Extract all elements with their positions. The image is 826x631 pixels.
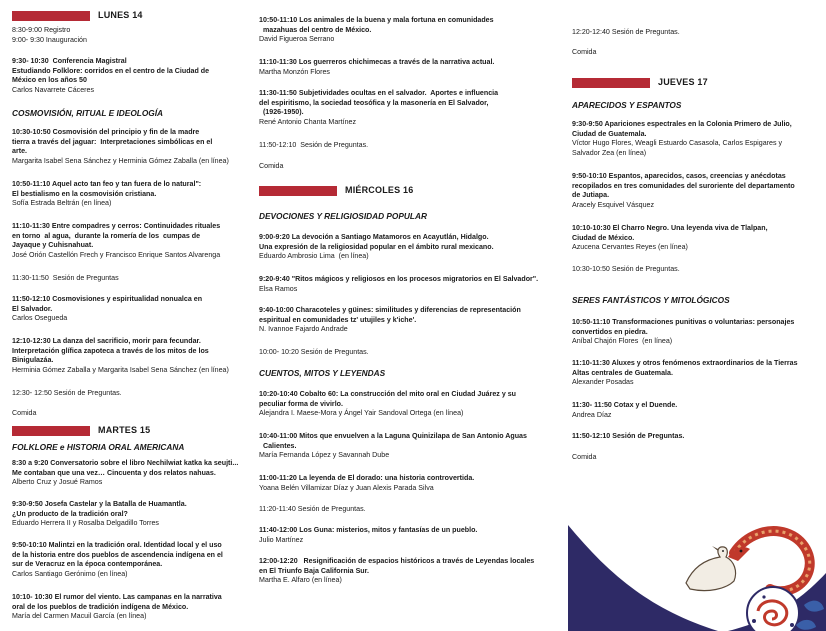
speaker-line: Martha Monzón Flores — [259, 67, 330, 76]
program-entry — [572, 28, 818, 38]
speaker-line: 12:30- 12:50 Sesión de Preguntas. — [12, 389, 122, 397]
talk-title-line: sur de Veracruz en la época contemporánea. — [12, 560, 163, 569]
speaker-line: Salvador Zea (en línea) — [572, 148, 647, 157]
speaker-line: Comida — [12, 409, 37, 417]
talk-title-line: arte. — [12, 147, 27, 156]
speaker-line: Comida — [259, 162, 284, 170]
program-entry — [12, 500, 250, 529]
talk-title-line: 9:30-9:50 Apariciones espectrales en la Colonia Primero de Julio, — [572, 120, 792, 128]
day-bar-decoration — [12, 426, 90, 436]
program-entry — [12, 295, 250, 324]
talk-title-line: Ciudad de México. — [572, 233, 635, 242]
program-entry — [572, 224, 818, 253]
speaker-line: 8:30-9:00 Registro — [12, 26, 71, 34]
day-header — [259, 185, 559, 196]
talk-title-line: 11:10-11:30 Los guerreros chichimecas a través de la narrativa actual. — [259, 58, 495, 66]
speaker-line: María del Carmen Macuil García (en línea) — [12, 612, 147, 621]
program-entry — [12, 459, 250, 488]
talk-title-line: recopilados en tres comunidades del suroriente del departamento — [572, 181, 795, 190]
section-heading: COSMOVISIÓN, RITUAL E IDEOLOGÍA — [12, 108, 164, 118]
program-entry — [12, 180, 250, 209]
talk-title-line: 12:00-12:20 Resignificación de espacios históricos a través de Leyendas locales — [259, 557, 535, 565]
day-bar-decoration — [259, 186, 337, 196]
talk-title-line: Binigulazáa. — [12, 356, 54, 365]
serpent-dragon-icon — [728, 531, 810, 591]
talk-title-line: oral de los pueblos de tradición indígena de México. — [12, 602, 189, 611]
talk-title-line: espiritual en comunidades tz' utujiles y k'iche'. — [259, 315, 417, 324]
talk-title-line: 10:50-11:10 Transformaciones punitivas o voluntarias: personajes — [572, 318, 795, 326]
program-entry — [572, 172, 818, 210]
talk-title-line: Estudiando Folklore: corridos en el centro de la Ciudad de — [12, 66, 210, 75]
section-heading: SERES FANTÁSTICOS Y MITOLÓGICOS — [572, 295, 730, 305]
talk-title-line: 10:20-10:40 Cobalto 60: La construcción del mito oral en Ciudad Juárez y su — [259, 390, 517, 398]
talk-title-line: 9:20-9:40 "Ritos mágicos y religiosos en los procesos migratorios en El Salvador". — [259, 275, 539, 283]
speaker-line: Eduardo Herrera II y Rosalba Delgadillo Torres — [12, 519, 159, 528]
day-header — [12, 425, 250, 436]
talk-title-line: 11:00-11:20 La leyenda de El dorado: una historia controvertida. — [259, 474, 475, 482]
talk-title-line: 9:30-9:50 Josefa Castelar y la Batalla de Huamantla. — [12, 500, 187, 508]
bird-and-serpent-illustration — [568, 513, 826, 631]
program-entry — [259, 505, 559, 515]
talk-title-line: El Salvador. — [12, 304, 53, 313]
speaker-line: 10:00- 10:20 Sesión de Preguntas. — [259, 348, 369, 356]
talk-title-line: 10:10-10:30 El Charro Negro. Una leyenda viva de Tlalpan, — [572, 224, 768, 232]
talk-title-line: en torno al agua, durante la romería de los cumpas de — [12, 231, 201, 240]
program-entry — [12, 26, 250, 45]
program-entry — [259, 162, 559, 172]
talk-title-line: 11:50-12:10 Cosmovisiones y espiritualidad nonualca en — [12, 295, 203, 303]
program-entry — [12, 222, 250, 260]
dove-icon — [686, 546, 736, 591]
day-header — [12, 10, 250, 21]
speaker-line: Herminia Gómez Zaballa y Margarita Isabel Sena Sánchez (en línea) — [12, 365, 229, 374]
speaker-line: Julio Martínez — [259, 535, 304, 544]
speaker-line: 10:30-10:50 Sesión de Preguntas. — [572, 265, 680, 273]
speaker-line: Aracely Esquivel Vásquez — [572, 200, 655, 209]
speaker-line: Yoana Belén Villamizar Díaz y Juan Alexis Parada Silva — [259, 483, 434, 492]
talk-title-line: 12:10-12:30 La danza del sacrificio, morir para fecundar. — [12, 337, 201, 345]
program-entry — [259, 275, 559, 294]
program-entry — [572, 265, 818, 275]
speaker-line: Alberto Cruz y Josué Ramos — [12, 478, 103, 487]
program-entry — [572, 120, 818, 158]
program-entry — [12, 57, 250, 95]
program-entry — [259, 432, 559, 461]
talk-title-line: 11:30- 11:50 Cotax y el Duende. — [572, 401, 678, 409]
speaker-line: 12:20-12:40 Sesión de Preguntas. — [572, 28, 680, 36]
program-entry — [259, 233, 559, 262]
talk-title-line: peculiar forma de vivirlo. — [259, 399, 343, 408]
program-entry — [259, 16, 559, 45]
program-entry — [259, 348, 559, 358]
talk-title-line: Calientes. — [259, 441, 297, 450]
program-entry — [572, 453, 818, 463]
talk-title-line: Una expresión de la religiosidad popular en el ámbito rural mexicano. — [259, 242, 494, 251]
talk-title-line: mazahuas del centro de México. — [259, 25, 372, 34]
speaker-line: Carlos Santiago Gerónimo (en línea) — [12, 569, 128, 578]
talk-title-line: Ciudad de Guatemala. — [572, 129, 647, 138]
program-entry — [572, 48, 818, 58]
program-entry — [259, 306, 559, 335]
section-heading: CUENTOS, MITOS Y LEYENDAS — [259, 368, 386, 378]
program-entry — [259, 58, 559, 77]
talk-title-line: ¿Un producto de la tradición oral? — [12, 509, 128, 518]
talk-title-line: 9:40-10:00 Characoteles y güines: similitudes y diferencias de representación — [259, 306, 521, 314]
talk-title-line: tierra a través del jaguar: Interpretaciones simbólicas en el — [12, 137, 213, 146]
talk-title-line: 10:30-10:50 Cosmovisión del principio y fin de la madre — [12, 128, 200, 136]
talk-title-line: Me contaban que una vez… Cincuenta y dos relatos nahuas. — [12, 468, 216, 477]
speaker-line: 9:00- 9:30 Inauguración — [12, 35, 87, 44]
speaker-line: Azucena Cervantes Reyes (en línea) — [572, 243, 688, 252]
program-entry — [572, 359, 818, 388]
speaker-line: Alexander Posadas — [572, 378, 634, 387]
talk-title-line: Jayaque y Cuhisnahuat. — [12, 241, 94, 250]
talk-title-line: 9:50-10:10 Espantos, aparecidos, casos, creencias y anécdotas — [572, 172, 786, 180]
speaker-line: 11:30-11:50 Sesión de Preguntas — [12, 274, 119, 282]
talk-title-line: convertidos en piedra. — [572, 327, 648, 336]
speaker-line: Elsa Ramos — [259, 284, 298, 293]
talk-title-line: 9:50-10:10 Malintzi en la tradición oral. Identidad local y el uso — [12, 541, 222, 549]
program-entry — [572, 401, 818, 420]
program-entry — [12, 337, 250, 375]
talk-title-line: 11:10-11:30 Entre compadres y cerros: Continuidades rituales — [12, 222, 221, 230]
talk-title-line: Interpretación glífica zapoteca a través de los mitos de los — [12, 346, 209, 355]
program-entry — [259, 141, 559, 151]
talk-title-line: de la historia entre dos pueblos de ascendencia indígena en el — [12, 550, 223, 559]
day-header — [572, 77, 818, 88]
day-label: MARTES 15 — [98, 424, 151, 435]
talk-title-line: Altas centrales de Guatemala. — [572, 368, 673, 377]
speaker-line: Margarita Isabel Sena Sánchez y Herminia Gómez Zaballa (en línea) — [12, 156, 229, 165]
speaker-line: Andrea Díaz — [572, 410, 612, 419]
program-entry — [12, 389, 250, 399]
speaker-line: Alejandra I. Maese-Mora y Ángel Yair Sandoval Ortega (en línea) — [259, 409, 464, 418]
program-entry — [259, 474, 559, 493]
program-entry — [259, 557, 559, 586]
talk-title-line: 11:50-12:10 Sesión de Preguntas. — [572, 432, 685, 440]
talk-title-line: 10:10- 10:30 El rumor del viento. Las campanas en la narrativa — [12, 593, 222, 601]
speaker-line: Martha E. Alfaro (en línea) — [259, 576, 342, 585]
speaker-line: N. Ivannoe Fajardo Andrade — [259, 325, 348, 334]
speaker-line: José Orión Castellón Frech y Francisco Enrique Santos Alvarenga — [12, 250, 221, 259]
program-entry — [572, 318, 818, 347]
talk-title-line: 9:30- 10:30 Conferencia Magistral — [12, 57, 127, 65]
speaker-line: Sofía Estrada Beltrán (en línea) — [12, 199, 112, 208]
program-entry — [12, 128, 250, 166]
speaker-line: 11:50-12:10 Sesión de Preguntas. — [259, 141, 369, 149]
talk-title-line: 10:40-11:00 Mitos que envuelven a la Laguna Quinizilapa de San Antonio Aguas — [259, 432, 527, 440]
day-label: MIÉRCOLES 16 — [345, 184, 414, 195]
program-entry — [572, 432, 818, 442]
program-entry — [12, 409, 250, 419]
talk-title-line: El bestialismo en la cosmovisión cristiana. — [12, 189, 157, 198]
section-heading: DEVOCIONES Y RELIGIOSIDAD POPULAR — [259, 211, 427, 221]
program-entry — [12, 541, 250, 579]
speaker-line: René Antonio Chanta Martínez — [259, 117, 357, 126]
program-entry — [259, 89, 559, 127]
speaker-line: Comida — [572, 453, 597, 461]
program-entry — [12, 274, 250, 284]
talk-title-line: 9:00-9:20 La devoción a Santiago Matamoros en Acayutlán, Hidalgo. — [259, 233, 489, 241]
talk-title-line: del espiritismo, la sociedad teosófica y la masonería en El Salvador, — [259, 98, 489, 107]
program-entry — [12, 593, 250, 622]
talk-title-line: (1926-1950). — [259, 108, 304, 117]
speaker-line: 11:20-11:40 Sesión de Preguntas. — [259, 505, 366, 513]
talk-title-line: 10:50-11:10 Aquel acto tan feo y tan fuera de lo natural": — [12, 180, 202, 188]
program-entry — [259, 526, 559, 545]
talk-title-line: 11:30-11:50 Subjetividades ocultas en el salvador. Aportes e influencia — [259, 89, 499, 97]
speaker-line: Carlos Osegueda — [12, 314, 68, 323]
talk-title-line: de Jutiapa. — [572, 191, 610, 200]
speaker-line: David Figueroa Serrano — [259, 35, 335, 44]
day-bar-decoration — [12, 11, 90, 21]
speaker-line: Aníbal Chajón Flores (en línea) — [572, 337, 673, 346]
talk-title-line: 11:40-12:00 Los Guna: misterios, mitos y fantasías de un pueblo. — [259, 526, 478, 534]
talk-title-line: 10:50-11:10 Los animales de la buena y mala fortuna en comunidades — [259, 16, 494, 24]
speaker-line: Víctor Hugo Flores, Weagli Estuardo Casasola, Carlos Espigares y — [572, 139, 783, 148]
speaker-line: María Fernanda López y Savannah Dube — [259, 451, 390, 460]
day-bar-decoration — [572, 78, 650, 88]
day-label: JUEVES 17 — [658, 76, 708, 87]
speaker-line: Eduardo Ambrosio Lima (en línea) — [259, 252, 369, 261]
talk-title-line: en El Triunfo Baja California Sur. — [259, 566, 369, 575]
talk-title-line: 8:30 a 9:20 Conversatorio sobre el libro Nechilwiat katka ka seujti... — [12, 459, 239, 467]
speaker-line: Carlos Navarrete Cáceres — [12, 85, 95, 94]
talk-title-line: México en los años 50 — [12, 76, 87, 85]
day-label: LUNES 14 — [98, 9, 143, 20]
program-entry — [259, 390, 559, 419]
talk-title-line: 11:10-11:30 Aluxes y otros fenómenos extraordinarios de la Tierras — [572, 359, 798, 367]
section-heading: FOLKLORE e HISTORIA ORAL AMERICANA — [12, 442, 185, 452]
speaker-line: Comida — [572, 48, 597, 56]
ornament-circle-icon — [747, 587, 799, 631]
section-heading: APARECIDOS Y ESPANTOS — [572, 100, 682, 110]
